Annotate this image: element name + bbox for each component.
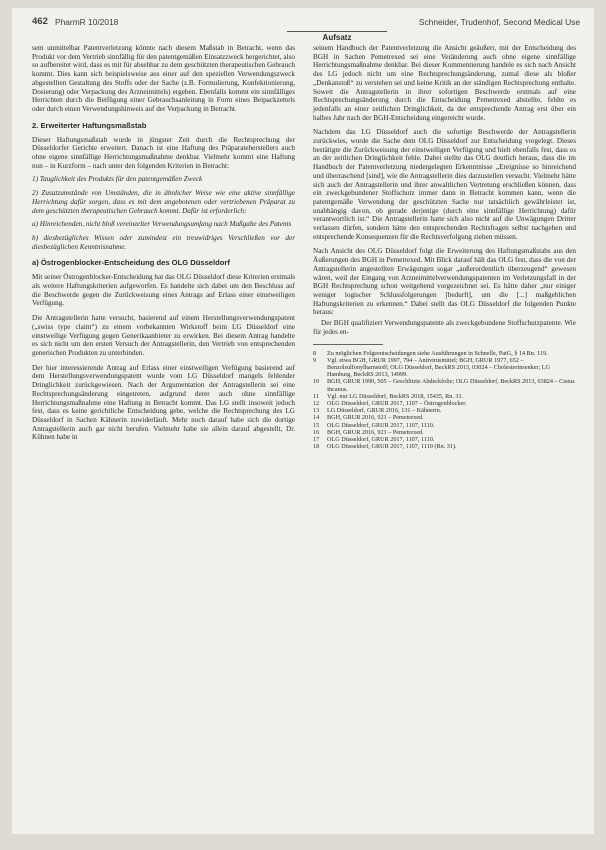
footnote: 11 Vgl. nur LG Düsseldorf, BeckRS 2018, 15435, Rn. 31. (313, 392, 464, 400)
paragraph: Nach Ansicht des OLG Düsseldorf folgt die Erweiterung des Haftungsmaßstabs aus den Äußerungen des BGH in Pemetrexed. Mit Blick darauf hält das OLG fest, dass die von der Antragstellerin angestellten Erwägungen sogar „außerordentlich überzeugend“ gewesen wären, weil der Eingang von Arzneimittelverwendungspatenten im Verletzungsfall in der BGH Rechtsprechung schon weitgehend vorgezeichnet sei. Es hätte daher „nur einiger weniger logischer Schlussfolgerungen [bedurft], um die [...] maßgeblichen Haftungskriterien zu erkennen.“ Dabei stellt das OLG Düsseldorf die folgenden Punkte heraus: (313, 247, 576, 317)
footnote: 12 OLG Düsseldorf, GRUR 2017, 1107 – Östrogenblocker. (313, 399, 467, 407)
list-item: b) diesbezügliches Wissen oder zumindest ein treuwidriges Verschließen vor der diesbezüglichen Kenntnisnahme. (32, 233, 295, 251)
section-label: Aufsatz (287, 31, 387, 43)
footnote: 8 Zu möglichen Folgeentscheidungen siehe Ausführungen in Schnelle, PatG, § 14 Rn. 119. (313, 349, 548, 357)
footnote-divider (313, 344, 383, 345)
subsection-heading: a) Östrogenblocker-Entscheidung des OLG Düsseldorf (32, 258, 230, 268)
running-header (32, 16, 580, 30)
footnote: 14 BGH, GRUR 2016, 921 – Pemetrexed. (313, 414, 424, 422)
criteria-list (32, 175, 295, 251)
footnote: 13 LG Düsseldorf, GRUR 2016, 131 – Kähnerin. (313, 407, 442, 415)
page-number: 462 (32, 16, 48, 27)
section-heading: 2. Erweiterter Haftungsmaßstab (32, 120, 147, 130)
list-item: 2) Zusatzumstände von Umständen, die in ähnlicher Weise wie eine aktive sinnfällige Herrichtung dafür sorgen, dass es mit dem angebotenen oder vertriebenen Präparat zu dem geschützten therapeutischen Gebrauch kommt. Dafür ist erforderlich: (32, 189, 295, 215)
paragraph: sem unmittelbar Patentverletzung könnte nach diesem Maßstab in Betracht, wenn das Produkt vor dem Vertrieb sinnfällig für den patentgemäßen Einsatzzweck hergerichtet, also so aufbereitet wird, dass es mit für absehbar zu dem geschützten therapeutischen Gebrauch kommt. Dies kann sich beispielsweise aus einer auf den speziellen Verwendungszweck abgestellten Gestaltung des Stoffs oder der Sache (z.B. Formulierung, Konfektionierung, Dosierung) oder Verpackung des Arzneimittels) ergeben. Ebenfalls kommt ein sinnfälliges Herrichten durch die Beifügung einer Gebrauchsanleitung in Form eines Beipackzettels oder durch einen Verwendungshinweis auf der Verpackung in Betracht. (32, 44, 295, 113)
journal-page (12, 8, 594, 834)
journal-citation: PharmR 10/2018 (55, 17, 119, 27)
paragraph: Der BGH qualifiziert Verwendungspatente als zweckgebundene Stoffschutzpatente. Wie für jedes en- (313, 319, 576, 336)
footnote: 18 OLG Düsseldorf, GRUR 2017, 1107, 1110 (Rn. 31). (313, 443, 457, 451)
footnote: 9 Vgl. etwa BGH, GRUR 1997, 794 – Antivirusmittel; BGH, GRUR 1977, 652 – Benzolsulfonylharnstoff; OLG Düsseldorf, BeckRS 2013, 03024 – Cholesterinsenker; LG Hamburg, BeckRS 2013, 14999. (313, 356, 550, 379)
footnote: 16 BGH, GRUR 2016, 921 – Pemetrexed. (313, 428, 424, 436)
left-column (32, 44, 295, 442)
paragraph: Nachdem das LG Düsseldorf auch die sofortige Beschwerde der Antragstellerin zurückwies, wurde die Sache dem OLG Düsseldorf zur Entscheidung vorgelegt. Dieses bestätigte die Zurückweisung der einstweiligen Verfügung und hielt ebenfalls fest, dass es an der zeitlichen Dringlichkeit fehle. Dabei stellte das OLG deutlich heraus, dass die im Handbuch der Patentverletzung niedergelegten Erkenntnisse „Ereignisse so hinreichend und überraschend [sind], wie die Antragstellerin dies darzustellen versucht. Vielmehr hätte sich auch der Antragstellerin und ihrer anwaltlichen Vertretung erschließen können, dass ein zweckgebundener Stoffschutz immer dann in Betracht kommen kann, wenn die patentgemäße Verwendung der geschützten Sache nur tatsächlich gewährleistet ist, unabhängig davon, ob gerade derjenige (durch eine sinnfällige Herrichtung) dafür verantwortlich ist.“ Die Antragstellerin hatte sich also nicht auf die Unwägungen Dritter verlassen dürfen, sondern hätte den entsprechenden Rechtsfragen selbst nachgehen und entsprechende Konsequenzen für die Rechtsverfolgung ziehen müssen. (313, 128, 576, 241)
footnotes (313, 350, 576, 451)
footnote: 15 OLG Düsseldorf, GRUR 2017, 1107, 1110. (313, 421, 435, 429)
paragraph: seinem Handbuch der Patentverletzung die Ansicht geäußert, mit der Entscheidung des BGH in Sachen Pemetrexed sei eine Veränderung auch ohne eigene sinnfällige Herrichtungsmaßnahme denkbar. Bei dieser Kommentierung handele es sich nach Ansicht des LG jedoch nicht um eine Rechtsprechungsänderung, zumal diese als bloßer „Denkanstoß“ zu verstehen sei und keine Kritik an der ständigen Rechtsprechung enthalte. Soweit die Antragstellerin in ihrer sofortigen Beschwerde erstmals auf eine Rechtsprechungsänderung durch die Entscheidung Pemetrexed abstellte, fehlte es jedenfalls an einer zeitlichen Dringlichkeit, da der entsprechende Antrag erst über ein halbes Jahr nach der BGH-Entscheidung eingereicht wurde. (313, 44, 576, 122)
paragraph: Der hier interessierende Antrag auf Erlass einer einstweiligen Verfügung basierend auf dem Herstellungsverwendungspatent wurde vom LG Düsseldorf mangels fehlender Dringlichkeit zurückgewiesen. Nach der Argumentation der Antragstellerin sei eine Rechtsprechungsänderung eingetreten, aufgrund derer auch ohne sinnfällige Herrichtungsmaßnahme eine Haftung in Betracht kommt. Das LG stellt insoweit jedoch fest, dass es keine gerichtliche Entscheidung gebe, welche die Rechtsprechung des LG Düsseldorf in Sachen Kähnerin zuwiderläuft. Mehr noch darauf habe sich die dortige Antragstellerin auch gar nicht berufen. Vielmehr habe sie allein darauf abgestellt, Dr. Kühnen habe in (32, 363, 295, 442)
footnote: 10 BGH, GRUR 1990, 505 – Geschlitzte Abdeckfolie; OLG Düsseldorf, BeckRS 2013, 03824 – Cistus Incanus. (313, 378, 575, 393)
running-authors: Schneider, Trudenhof, Second Medical Use (418, 17, 580, 27)
footnote: 17 OLG Düsseldorf, GRUR 2017, 1107, 1110. (313, 435, 435, 443)
right-column (313, 44, 576, 450)
paragraph: Mit seiner Östrogenblocker-Entscheidung hat das OLG Düsseldorf diese Kriterien erstmals als weitere Haftungskriterien aufgeworfen. Es handelte sich dabei um den Beschluss auf die Beschwerde gegen die Zurückweisung eines Antrags auf Erlass einer einstweiligen Verfügung. (32, 273, 295, 308)
list-item: 1) Tauglichkeit des Produkts für den patentgemäßen Zweck (32, 175, 203, 184)
paragraph: Die Antragstellerin hatte versucht, basierend auf einem Herstellungsverwendungspatent („swiss type claim“) zu einem vorbekannten Wirkstoff beim LG Düsseldorf eine einstweilige Verfügung gegen Generikaanbieter zu erwirken. Bei diesem Antrag handelte es sich nicht um den ersten Versuch der Antragstellerin, den Vertrieb von entsprechenden generischen Produkten zu unterbinden. (32, 314, 295, 357)
list-item: a) Hinreichenden, nicht bloß vereinzelter Verwendungsumfang nach Maßgabe des Patents (32, 220, 292, 229)
paragraph: Dieser Haftungsmaßstab wurde in jüngster Zeit durch die Rechtsprechung der Düsseldorfer Gerichte erweitert. Danach ist eine Haftung des Präparateherstellers auch ohne eigene sinnfällige Herrichtungsmaßnahme denkbar. Vielmehr kommt eine Haftung nun – in Kurzform – nach unter den folgenden Kriterien in Betracht: (32, 135, 295, 170)
